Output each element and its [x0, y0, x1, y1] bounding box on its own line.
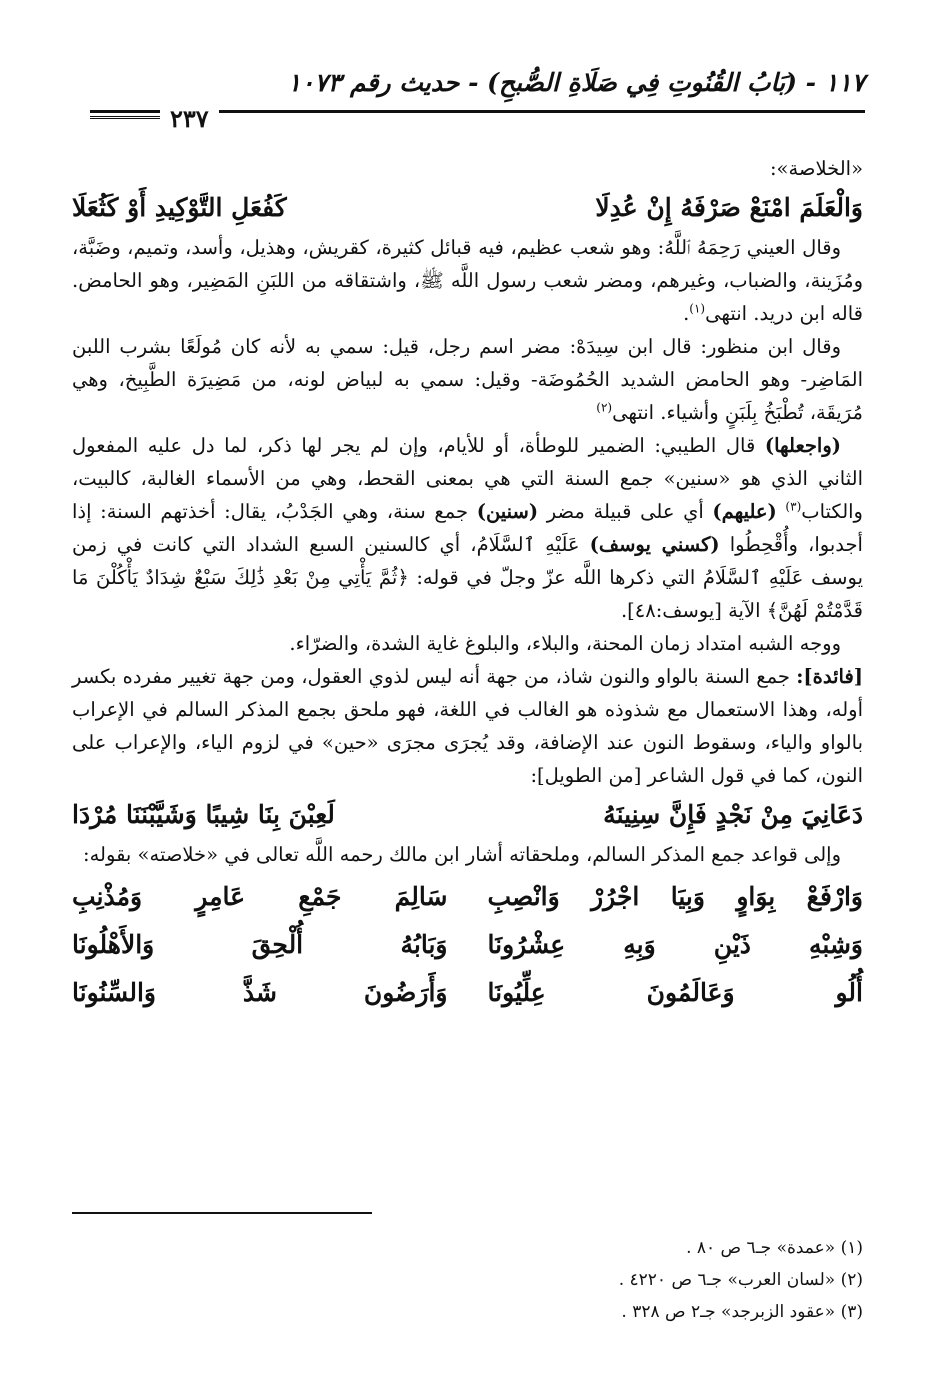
poem-hemistich: أُلُو وَعَالَمُونَ عِلِّيُونَا	[487, 978, 863, 1007]
paragraph-text: جمع سنة، وهي الجَدْبُ، يقال: أخذتهم السنة: إذا أجدبوا، وأُقْحِطُوا	[72, 500, 863, 556]
hemistich-right: وَالْعَلَمَ امْنَعْ صَرْفَهُ إِنْ عُدِلَا	[595, 193, 863, 222]
main-text	[72, 152, 863, 1017]
bold-term: (عليهم)	[712, 500, 777, 523]
footnote: (٢) «لسان العرب» جـ٦ ص ٤٢٢٠ .	[618, 1270, 863, 1290]
running-header	[90, 68, 865, 133]
paragraph	[72, 330, 863, 429]
chapter-title: ١١٧ - (بَابُ القُنُوتِ فِي صَلَاةِ الصُّبحِ) - حديث رقم ١٠٧٣	[287, 68, 865, 97]
poem-hemistich: وَارْفَعْ بِوَاوٍ وَبِيَا اجْرُرْ وَانْصِبِ	[487, 882, 863, 911]
hemistich-right: دَعَانِيَ مِنْ نَجْدٍ فَإِنَّ سِنِينَهُ	[603, 800, 863, 829]
paragraph	[72, 429, 863, 627]
paragraph: «الخلاصة»:	[769, 157, 863, 180]
paragraph: وقال العيني رَحِمَهُ ٱللَّهُ: وهو شعب عظيم، فيه قبائل كثيرة، كقريش، وهذيل، وأسد، وتميم، وضَبَّة، ومُزَينة، والضباب، وغيرهم، ومضر شعب رسول اللَّه ﷺ، واشتقاقه من اللبَنِ المَضِير، وهو الحامض. قاله ابن دريد. انتهى$^{(١)}$.	[72, 236, 863, 325]
paragraph-text: قال الطيبي: الضمير للوطأة، أو للأيام، وإن لم يجر لها ذكر، لما دل عليه المفعول الثاني الذي هو «سنين» جمع السنة التي هي بمعنى القحط، وهي من الأسماء الغالبة، كالبيت، والكتاب	[72, 434, 863, 523]
paragraph-text: عَلَيْهِ ٱلسَّلَامُ، أي كالسنين السبع الشداد التي كانت في زمن يوسف عَلَيْهِ ٱلسَّلَامُ التي ذكرها اللَّه عزّ وجلّ في قوله: ﴿ثُمَّ يَأْتِي مِنْ بَعْدِ ذَٰلِكَ سَبْعٌ شِدَادٌ يَأْكُلْنَ مَا قَدَّمْتُمْ لَهُنَّ﴾ الآية [يوسف:٤٨].	[72, 533, 863, 622]
hemistich-left: لَعِبْنَ بِنَا شِيبًا وَشَيَّبْنَنَا مُرْدَا	[72, 800, 335, 829]
paragraph: وإلى قواعد جمع المذكر السالم، وملحقاته أشار ابن مالك رحمه اللَّه تعالى في «خلاصته» بقوله:	[83, 843, 841, 866]
poem	[72, 873, 863, 1017]
poem-hemistich: وَبَابُهُ أُلْحِقَ وَالأَهْلُونَا	[72, 930, 448, 959]
page-number: ٢٣٧	[160, 104, 219, 133]
paragraph-text: جمع السنة بالواو والنون شاذ، من جهة أنه ليس لذوي العقول، ومن جهة تغيير مفرده بكسر أوله، وهذا الاستعمال مع شذوذه هو الغالب في اللغة، فهو ملحق بجمع المذكر السالم في الإعراب بالواو والياء، وسقوط النون عند الإضافة، وقد يُجرَى مجرَى «حين» في لزوم الياء، والإعراب على النون، كما في قول الشاعر [من الطويل]:	[72, 665, 863, 787]
paragraph: ووجه الشبه امتداد زمان المحنة، والبلاء، والبلوغ غاية الشدة، والضرّاء.	[289, 632, 841, 655]
verse-line	[72, 792, 863, 838]
verse-line	[72, 185, 863, 231]
footnote-ref: (٢)	[596, 400, 613, 415]
page-number-rule	[90, 116, 160, 122]
paragraph-text: أي على قبيلة مضر	[538, 500, 713, 523]
poem-hemistich: سَالِمَ جَمْعِ عَامِرٍ وَمُذْنِبِ	[72, 882, 448, 911]
poem-hemistich: وَشِبْهِ ذَيْنِ وَبِهِ عِشْرُونَا	[487, 930, 863, 959]
footnote-ref: (١)	[689, 301, 706, 316]
bold-term: (واجعلها)	[764, 434, 841, 457]
footnote: (١) «عمدة» جـ٦ ص ٨٠ .	[686, 1238, 863, 1258]
paragraph	[72, 660, 863, 792]
footnote-rule	[72, 1212, 372, 1214]
bold-term: (كسني يوسف)	[589, 533, 720, 556]
footnote-ref: (٣)	[785, 499, 802, 514]
hemistich-left: كَفُعَلِ التَّوْكِيدِ أَوْ كَثُعَلَا	[72, 193, 287, 222]
bold-term: [فائدة]:	[796, 665, 863, 688]
poem-hemistich: وَأَرَضُونَ شَذَّ وَالسِّنُونَا	[72, 978, 448, 1007]
paragraph-text: وقال العيني رَحِمَهُ ٱللَّهُ: وهو شعب عظيم، فيه قبائل كثيرة، كقريش، وهذيل، وأسد، وتميم، وضَبَّة، ومُزَينة، والضباب، وغيرهم، ومضر شعب رسول اللَّه ﷺ، واشتقاقه من اللبَنِ المَضِير، وهو الحامض. قاله ابن دريد. انتهى	[72, 236, 863, 325]
footnotes	[72, 1232, 863, 1328]
paragraph-text: وقال ابن منظور: قال ابن سِيدَهْ: مضر اسم رجل، قيل: سمي به لأنه كان مُولَعًا بشرب اللبن المَاضِر- وهو الحامض الشديد الحُمُوضَة- وقيل: سمي به لبياض لونه، من مَضِيرَة الطَّبِيخ، وهي مُرَيقَة، تُطْبَخُ بِلَبَنٍ وأشياء. انتهى	[72, 335, 863, 424]
footnote: (٣) «عقود الزبرجد» جـ٢ ص ٣٢٨ .	[621, 1302, 863, 1322]
bold-term: (سنين)	[476, 500, 539, 523]
